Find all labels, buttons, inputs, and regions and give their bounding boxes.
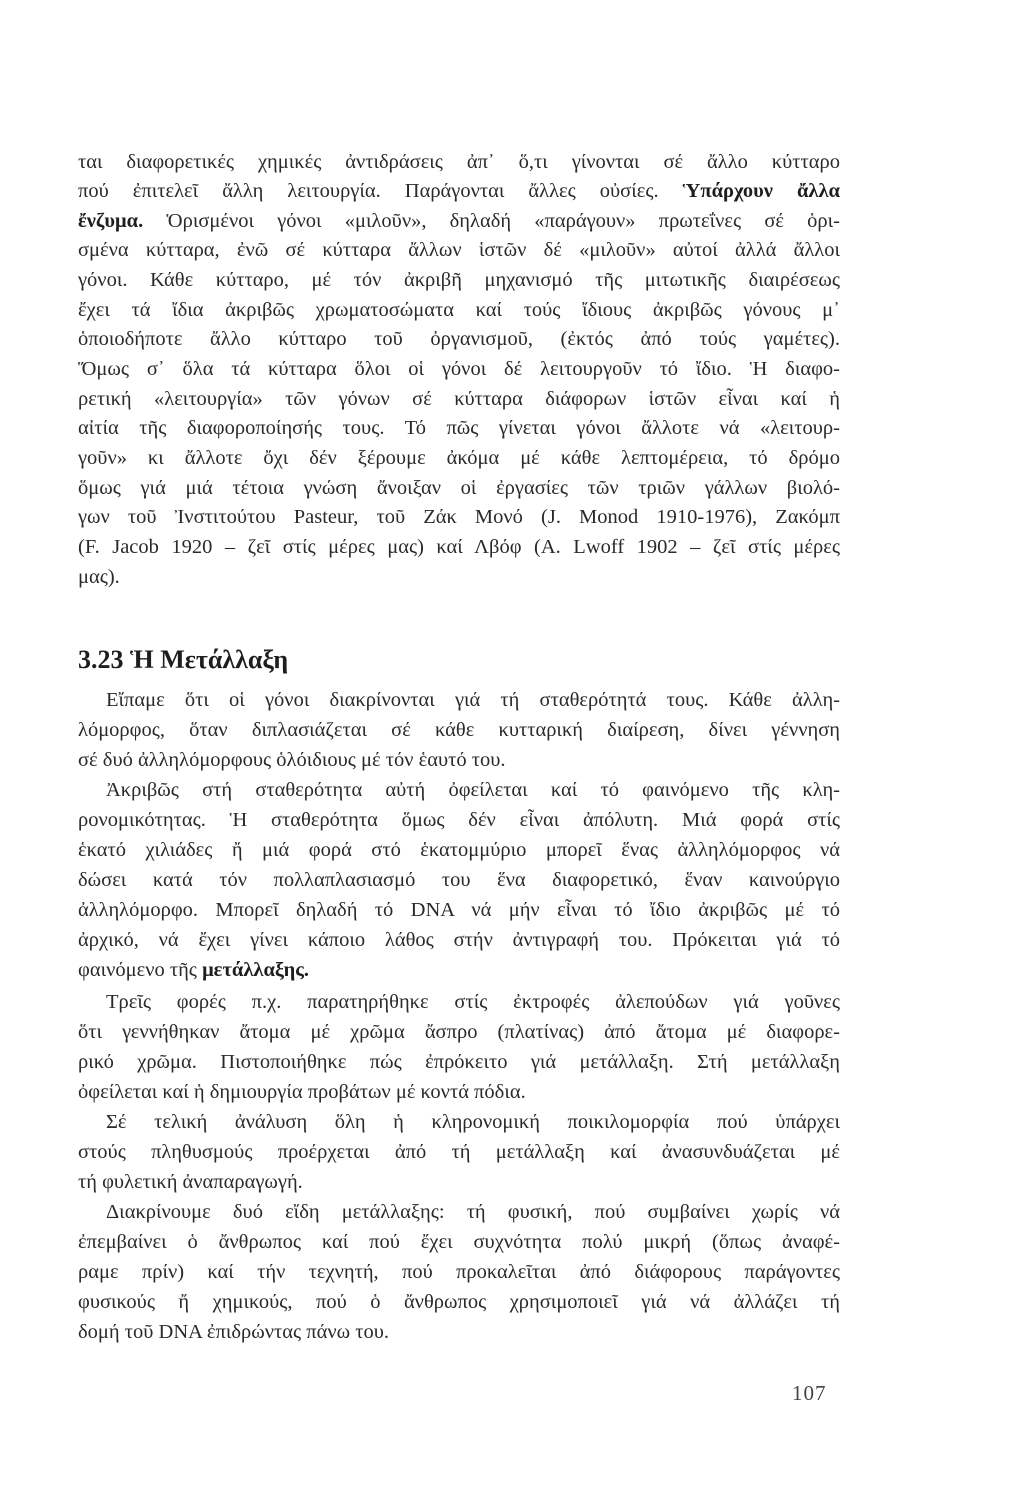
text-line: ὅμως γιά μιά τέτοια γνώση ἄνοιξαν οἱ ἐργασίες τῶν τριῶν γάλλων βιολό-: [78, 477, 840, 499]
text-line-part: πού ἐπιτελεῖ ἄλλη λειτουργία. Παράγονται ἄλλες οὐσίες.: [78, 180, 659, 202]
text-line: ἑκατό χιλιάδες ἤ μιά φορά στό ἑκατομμύριο μπορεῖ ἕνας ἀλληλόμορφος νά: [78, 839, 840, 861]
text-line: ρονομικότητας. Ἡ σταθερότητα ὅμως δέν εἶναι ἀπόλυτη. Μιά φορά στίς: [78, 809, 840, 831]
page-number: 107: [792, 1381, 827, 1405]
bold-term-mutation: μετάλλαξης.: [202, 959, 310, 981]
text-line: γων τοῦ Ἰνστιτούτου Pasteur, τοῦ Ζάκ Μονό (J. Monod 1910-1976), Ζακόμπ: [78, 506, 840, 528]
text-line: Ἀκριβῶς στή σταθερότητα αὐτή ὀφείλεται καί τό φαινόμενο τῆς κλη-: [106, 779, 840, 801]
bold-phrase: ἔνζυμα.: [78, 210, 144, 232]
text-line: Ὅμως σ᾽ ὅλα τά κύτταρα ὅλοι οἱ γόνοι δέ λειτουργοῦν τό ἴδιο. Ἡ διαφο-: [78, 358, 840, 380]
text-line-part: Ὁρισμένοι γόνοι «μιλοῦν», δηλαδή «παράγουν» πρωτεΐνες σέ ὁρι-: [143, 210, 840, 232]
text-line: σέ δυό ἀλληλόμορφους ὁλόιδιους μέ τόν ἑαυτό του.: [78, 749, 506, 771]
section-heading: 3.23 Ἡ Μετάλλαξη: [78, 645, 289, 674]
text-line: στούς πληθυσμούς προέρχεται ἀπό τή μετάλλαξη καί ἀνασυνδυάζεται μέ: [78, 1141, 840, 1163]
text-line: ρικό χρῶμα. Πιστοποιήθηκε πώς ἐπρόκειτο γιά μετάλλαξη. Στή μετάλλαξη: [78, 1051, 840, 1073]
text-line: δομή τοῦ DNA ἐπιδρώντας πάνω του.: [78, 1321, 390, 1343]
text-line: σμένα κύτταρα, ἐνῶ σέ κύτταρα ἄλλων ἱστῶν δέ «μιλοῦν» αὐτοί ἀλλά ἄλλοι: [78, 239, 840, 261]
text-line: τή φυλετική ἀναπαραγωγή.: [78, 1171, 303, 1193]
text-line: μας).: [78, 566, 120, 588]
text-line: ἀρχικό, νά ἔχει γίνει κάποιο λάθος στήν ἀντιγραφή του. Πρόκειται γιά τό: [78, 929, 840, 951]
text-line: ἀλληλόμορφο. Μπορεῖ δηλαδή τό DNA νά μήν εἶναι τό ἴδιο ἀκριβῶς μέ τό: [78, 899, 840, 921]
text-line: γοῦν» κι ἄλλοτε ὄχι δέν ξέρουμε ἀκόμα μέ κάθε λεπτομέρεια, τό δρόμο: [78, 447, 840, 469]
text-line: ρετική «λειτουργία» τῶν γόνων σέ κύτταρα διάφορων ἱστῶν εἶναι καί ἡ: [78, 388, 840, 410]
text-line: (F. Jacob 1920 – ζεῖ στίς μέρες μας) καί Λβόφ (A. Lwoff 1902 – ζεῖ στίς μέρες: [78, 536, 840, 558]
text-line: Εἴπαμε ὅτι οἱ γόνοι διακρίνονται γιά τή σταθερότητά τους. Κάθε ἀλλη-: [106, 689, 840, 711]
text-line: αἰτία τῆς διαφοροποίησής τους. Τό πῶς γίνεται γόνοι ἄλλοτε νά «λειτουρ-: [78, 417, 840, 439]
text-line: Τρεῖς φορές π.χ. παρατηρήθηκε στίς ἐκτροφές ἀλεπούδων γιά γοῦνες: [106, 991, 840, 1013]
text-line: [78, 211, 840, 232]
text-line: ἐπεμβαίνει ὁ ἄνθρωπος καί πού ἔχει συχνότητα πολύ μικρή (ὅπως ἀναφέ-: [78, 1231, 840, 1253]
text-line: ἔχει τά ἴδια ἀκριβῶς χρωματοσώματα καί τούς ἴδιους ἀκριβῶς γόνους μ᾽: [78, 299, 840, 321]
text-line: λόμορφος, ὅταν διπλασιάζεται σέ κάθε κυτταρική διαίρεση, δίνει γέννηση: [78, 719, 840, 741]
text-line: [78, 181, 840, 202]
text-line-part: φαινόμενο τῆς: [78, 959, 203, 981]
text-line: ὁποιοδήποτε ἄλλο κύτταρο τοῦ ὀργανισμοῦ, (ἐκτός ἀπό τούς γαμέτες).: [78, 328, 840, 350]
text-line: Σέ τελική ἀνάλυση ὅλη ἡ κληρονομική ποικιλομορφία πού ὑπάρχει: [106, 1111, 840, 1133]
text-line: φυσικούς ἤ χημικούς, πού ὁ ἄνθρωπος χρησιμοποιεῖ γιά νά ἀλλάζει τή: [78, 1291, 840, 1313]
text-line: Διακρίνουμε δυό εἴδη μετάλλαξης: τή φυσική, πού συμβαίνει χωρίς νά: [106, 1201, 840, 1223]
text-line: ὀφείλεται καί ἡ δημιουργία προβάτων μέ κοντά πόδια.: [78, 1081, 526, 1103]
text-line: [78, 960, 840, 981]
text-line: δώσει κατά τόν πολλαπλασιασμό του ἕνα διαφορετικό, ἕναν καινούργιο: [78, 869, 840, 891]
text-line: ραμε πρίν) καί τήν τεχνητή, πού προκαλεῖται ἀπό διάφορους παράγοντες: [78, 1261, 840, 1283]
text-line: γόνοι. Κάθε κύτταρο, μέ τόν ἀκριβῆ μηχανισμό τῆς μιτωτικῆς διαιρέσεως: [78, 269, 840, 291]
bold-phrase: Ὑπάρχουν ἄλλα: [682, 180, 841, 202]
text-line: ται διαφορετικές χημικές ἀντιδράσεις ἀπ᾽ ὅ,τι γίνονται σέ ἄλλο κύτταρο: [78, 151, 840, 173]
text-line: ὅτι γεννήθηκαν ἄτομα μέ χρῶμα ἄσπρο (πλατίνας) ἀπό ἄτομα μέ διαφορε-: [78, 1021, 840, 1043]
